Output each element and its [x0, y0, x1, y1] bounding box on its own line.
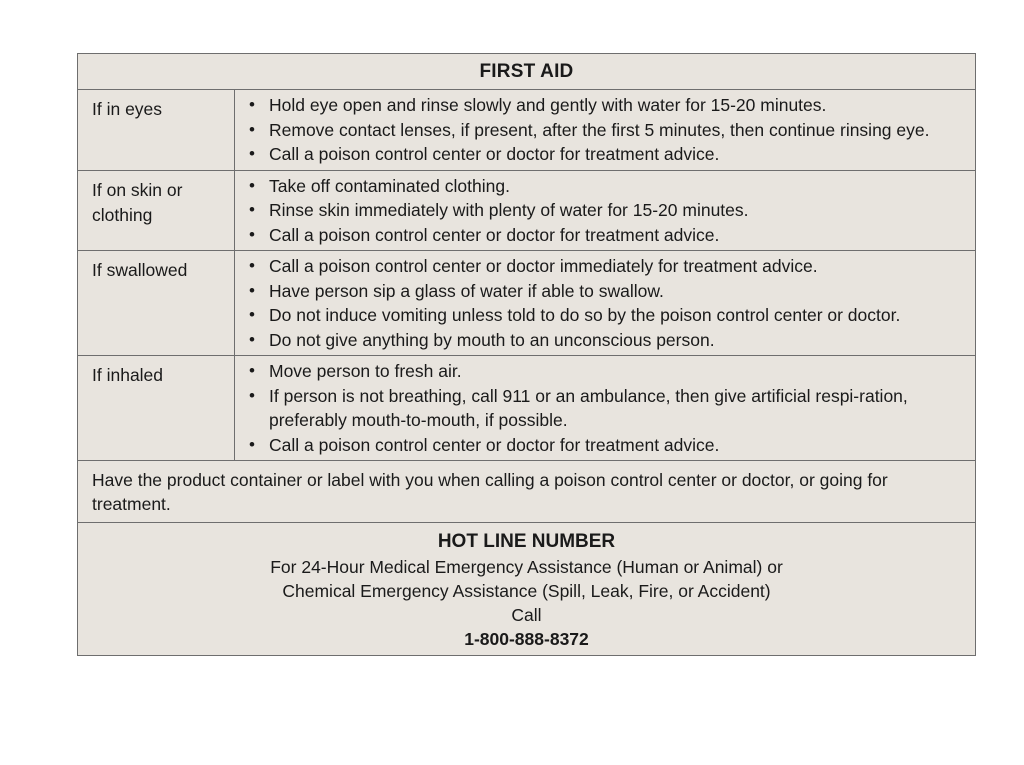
instruction-text: Call a poison control center or doctor for treatment advice.: [269, 434, 720, 455]
section-instructions: [235, 251, 975, 355]
bullet-icon: •: [249, 175, 255, 195]
bullet-list: [247, 359, 957, 457]
hotline-line-chemical: Chemical Emergency Assistance (Spill, Leak, Fire, or Accident): [282, 581, 771, 601]
bullet-list: [247, 93, 957, 167]
bullet-icon: •: [249, 200, 255, 219]
hotline-call-label: Call: [511, 605, 542, 625]
instruction-item: [247, 359, 957, 384]
instruction-item: [247, 328, 957, 353]
bullet-icon: •: [249, 224, 255, 244]
instruction-item: [247, 142, 957, 167]
instruction-text: If person is not breathing, call 911 or an ambulance, then give artificial respi-ration, preferably mouth-to-mouth, if possible.: [269, 385, 908, 430]
instruction-text: Hold eye open and rinse slowly and gently with water for 15-20 minutes.: [269, 95, 827, 115]
instruction-text: Have person sip a glass of water if able to swallow.: [269, 280, 664, 301]
instruction-item: [247, 174, 957, 199]
bullet-icon: •: [249, 305, 255, 324]
bullet-icon: •: [249, 256, 255, 275]
instruction-text: Call a poison control center or doctor immediately for treatment advice.: [269, 256, 818, 276]
instruction-text: Do not induce vomiting unless told to do so by the poison control center or doctor.: [269, 305, 901, 325]
bullet-icon: •: [249, 95, 255, 114]
bullet-icon: •: [249, 329, 255, 349]
section-instructions: [235, 90, 975, 170]
instruction-item: [247, 433, 957, 458]
hotline-section: [78, 523, 975, 655]
bullet-icon: •: [249, 119, 255, 139]
section-skin: [78, 171, 975, 252]
bullet-icon: •: [249, 361, 255, 380]
instruction-item: [247, 254, 957, 279]
hotline-line-medical: For 24-Hour Medical Emergency Assistance (Human or Animal) or: [270, 557, 783, 577]
instruction-text: Call a poison control center or doctor for treatment advice.: [269, 144, 720, 164]
bullet-icon: •: [249, 385, 255, 405]
bullet-icon: •: [249, 280, 255, 300]
bullet-icon: •: [249, 144, 255, 163]
first-aid-title: FIRST AID: [78, 54, 975, 90]
instruction-text: Do not give anything by mouth to an unconscious person.: [269, 329, 715, 350]
instruction-text: Rinse skin immediately with plenty of water for 15-20 minutes.: [269, 200, 749, 220]
instruction-text: Move person to fresh air.: [269, 361, 462, 381]
section-instructions: [235, 171, 975, 251]
bullet-list: [247, 254, 957, 352]
instruction-text: Call a poison control center or doctor for treatment advice.: [269, 224, 720, 245]
instruction-item: [247, 118, 957, 143]
section-label: If inhaled: [78, 356, 235, 460]
first-aid-panel: [77, 53, 976, 656]
instruction-text: Take off contaminated clothing.: [269, 175, 510, 196]
section-swallowed: [78, 251, 975, 356]
section-instructions: [235, 356, 975, 460]
instruction-item: [247, 303, 957, 328]
section-inhaled: [78, 356, 975, 461]
section-label: If on skin or clothing: [78, 171, 235, 251]
bullet-list: [247, 174, 957, 248]
treatment-note: Have the product container or label with you when calling a poison control center or doctor, or going for treatment.: [78, 461, 975, 523]
hotline-phone-number: 1-800-888-8372: [464, 629, 589, 649]
instruction-item: [247, 223, 957, 248]
hotline-title: HOT LINE NUMBER: [437, 531, 616, 552]
instruction-item: [247, 279, 957, 304]
instruction-item: [247, 198, 957, 223]
section-label: If in eyes: [78, 90, 235, 170]
section-label: If swallowed: [78, 251, 235, 355]
section-eyes: [78, 90, 975, 171]
instruction-text: Remove contact lenses, if present, after the first 5 minutes, then continue rinsing eye.: [269, 119, 930, 140]
instruction-item: [247, 93, 957, 118]
bullet-icon: •: [249, 434, 255, 454]
instruction-item: [247, 384, 957, 433]
